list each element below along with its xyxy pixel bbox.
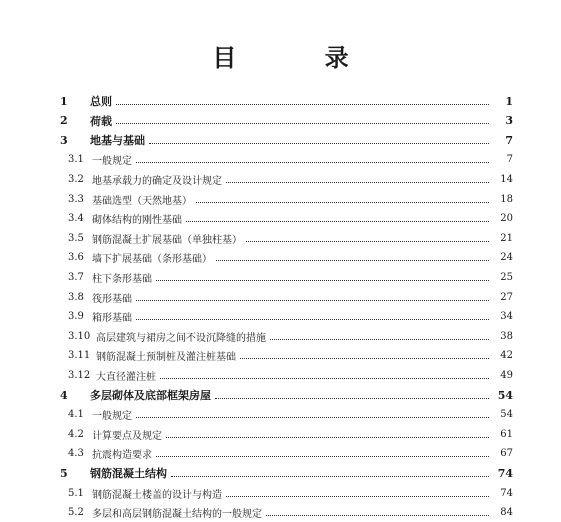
toc-entry-number: 2 [60,114,68,128]
toc-entry-number: 5.2 [68,507,84,519]
toc-entry-number: 5 [60,466,68,480]
dot-leader [270,339,489,340]
toc-entry-number: 4 [60,388,68,402]
toc-entry-page: 3 [505,114,513,128]
dot-leader [136,417,489,418]
dot-leader [246,241,489,242]
toc-entry [0,229,561,247]
toc-entry-page: 25 [500,271,513,283]
toc-entry-number: 3.11 [68,350,91,362]
page-title: 目 录 [212,44,389,72]
toc-entry-label: 多层砌体及底部框架房屋 [90,389,211,402]
dot-leader [226,182,489,183]
toc-entry-page: 54 [500,409,513,421]
toc-entry-label: 计算要点及规定 [92,430,162,442]
toc-entry-label: 一般规定 [92,156,132,168]
toc-entry-label: 地基与基础 [90,134,145,148]
dot-leader [116,123,489,124]
toc-entry-page: 7 [505,133,513,147]
toc-entry-number: 4.3 [68,448,84,460]
dot-leader [240,358,489,359]
toc-entry-number: 3.6 [68,252,84,264]
toc-entry-number: 3.2 [68,173,84,185]
dot-leader [171,476,489,477]
toc-entry-label: 抗震构造要求 [92,450,152,462]
toc-entry [0,249,561,267]
toc-entry-number: 3.12 [68,369,91,381]
toc-entry-number: 3.4 [68,213,84,225]
toc-entry [0,406,561,424]
toc-entry-page: 61 [500,428,513,440]
dot-leader [156,280,489,281]
dot-leader [149,143,489,144]
toc-entry-page: 84 [500,507,513,519]
toc-entry [0,288,561,306]
toc-entry-label: 一般规定 [92,411,132,423]
toc-entry-number: 1 [60,94,68,108]
toc-entry-label: 钢筋混凝土预制桩及灌注桩基础 [96,352,236,364]
dot-leader [160,378,489,379]
dot-leader [136,162,489,163]
toc-entry-label: 地基承载力的确定及设计规定 [92,175,222,187]
toc-entry-number: 3.10 [68,330,91,342]
toc-entry-label: 筏形基础 [92,293,132,305]
toc-entry [0,112,561,130]
dot-leader [216,260,489,261]
toc-entry [0,445,561,463]
toc-entry [0,210,561,228]
toc-entry [0,190,561,208]
toc-entry-page: 1 [505,94,513,108]
toc-entry [0,131,561,149]
toc-entry-page: 21 [500,232,513,244]
toc-entry-page: 42 [500,350,513,362]
toc-entry [0,425,561,443]
dot-leader [196,202,489,203]
toc-entry-number: 3.1 [68,154,84,166]
toc-entry [0,268,561,286]
toc-entry [0,170,561,188]
toc-entry [0,92,561,110]
toc-entry-label: 荷载 [90,114,112,128]
toc-entry-label: 总则 [90,95,112,108]
toc-entry-page: 18 [500,193,513,205]
dot-leader [136,319,489,320]
toc-entry-page: 74 [497,466,513,480]
dot-leader [186,221,489,222]
toc-entry-label: 墙下扩展基础（条形基础） [92,254,212,266]
toc-entry [0,464,561,482]
toc-entry-label: 钢筋混凝土结构 [90,467,167,481]
toc-entry-number: 4.2 [68,428,84,440]
toc-entry-number: 5.1 [68,487,84,499]
dot-leader [266,515,489,516]
toc-entry-page: 34 [500,311,513,323]
toc-entry-page: 27 [500,291,513,303]
toc-entry-page: 54 [497,388,513,402]
toc-entry [0,504,561,522]
toc-entry-number: 3.8 [68,291,84,303]
dot-leader [166,437,489,438]
toc-entry-label: 钢筋混凝土楼盖的设计与构造 [92,489,222,501]
toc-entry-label: 箱形基础 [92,313,132,325]
toc-entry [0,347,561,365]
toc-entry-number: 3 [60,133,68,147]
toc-entry [0,151,561,169]
toc-entry-label: 基础选型（天然地基） [92,195,192,207]
toc-entry-page: 20 [500,213,513,225]
toc-entry [0,366,561,384]
toc-entry-page: 24 [500,252,513,264]
toc-entry-label: 大直径灌注桩 [96,371,156,383]
toc-entry-page: 7 [506,154,513,166]
dot-leader [226,496,489,497]
dot-leader [116,104,489,105]
toc-entry-label: 钢筋混凝土扩展基础（单独柱基） [92,234,242,246]
toc-entry-label: 高层建筑与裙房之间不设沉降缝的措施 [96,332,266,344]
toc-entry-page: 38 [500,330,513,342]
toc-entry-page: 49 [500,369,513,381]
dot-leader [156,456,489,457]
toc-entry-number: 3.7 [68,271,84,283]
toc-entry-label: 柱下条形基础 [92,273,152,285]
toc-entry-page: 14 [500,173,513,185]
toc-entry [0,308,561,326]
toc-entry [0,327,561,345]
toc-entry [0,484,561,502]
toc-entry-page: 67 [500,448,513,460]
toc-entry-label: 多层和高层钢筋混凝土结构的一般规定 [92,509,262,521]
toc-entry-label: 砌体结构的刚性基础 [92,215,182,227]
toc-entry-page: 74 [500,487,513,499]
toc-entry-number: 3.9 [68,311,84,323]
toc-entry [0,386,561,404]
toc-entry-number: 3.3 [68,193,84,205]
dot-leader [136,300,489,301]
toc-entry-number: 3.5 [68,232,84,244]
toc-entry-number: 4.1 [68,409,84,421]
dot-leader [215,398,489,399]
